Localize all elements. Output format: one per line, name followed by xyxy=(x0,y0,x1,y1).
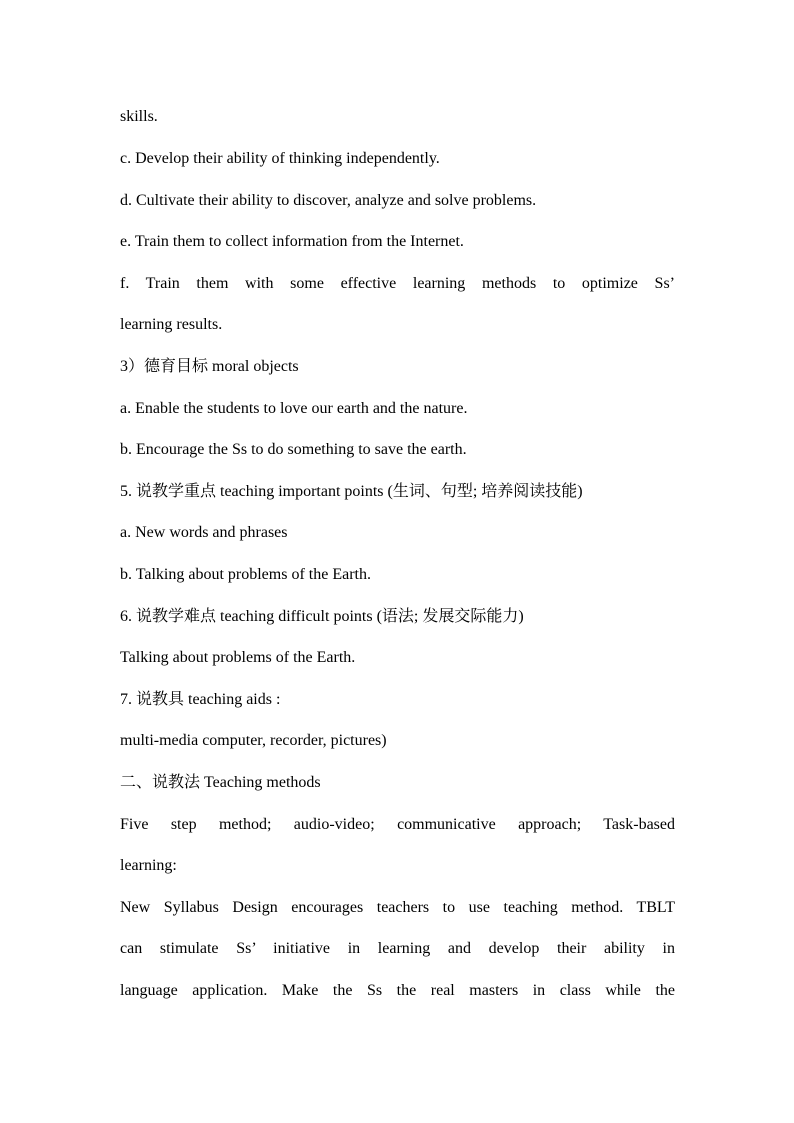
text-line: language application. Make the Ss the real masters in class while the xyxy=(120,982,675,999)
text-line: f. Train them with some effective learning methods to optimize Ss’ xyxy=(120,275,675,292)
section-heading: 5. 说教学重点 teaching important points (生词、句型; 培养阅读技能) xyxy=(120,483,583,500)
text-line: multi-media computer, recorder, pictures) xyxy=(120,732,387,749)
text-line: a. New words and phrases xyxy=(120,524,288,541)
text-line: learning results. xyxy=(120,316,223,333)
text-line: a. Enable the students to love our earth and the nature. xyxy=(120,400,468,417)
text-line: New Syllabus Design encourages teachers to use teaching method. TBLT xyxy=(120,899,675,916)
section-heading: 二、说教法 Teaching methods xyxy=(120,774,321,791)
text-line: learning: xyxy=(120,857,177,874)
text-line: Talking about problems of the Earth. xyxy=(120,649,356,666)
text-line: skills. xyxy=(120,108,158,125)
text-line: e. Train them to collect information from the Internet. xyxy=(120,233,464,250)
text-line: b. Encourage the Ss to do something to save the earth. xyxy=(120,441,467,458)
text-line: b. Talking about problems of the Earth. xyxy=(120,566,371,583)
section-heading: 6. 说教学难点 teaching difficult points (语法; 发展交际能力) xyxy=(120,608,524,625)
text-line: Five step method; audio-video; communicative approach; Task-based xyxy=(120,816,675,833)
text-line: c. Develop their ability of thinking independently. xyxy=(120,150,440,167)
text-line: d. Cultivate their ability to discover, analyze and solve problems. xyxy=(120,192,537,209)
text-line: can stimulate Ss’ initiative in learning and develop their ability in xyxy=(120,940,675,957)
section-heading: 7. 说教具 teaching aids : xyxy=(120,691,281,708)
section-heading: 3）德育目标 moral objects xyxy=(120,358,299,375)
